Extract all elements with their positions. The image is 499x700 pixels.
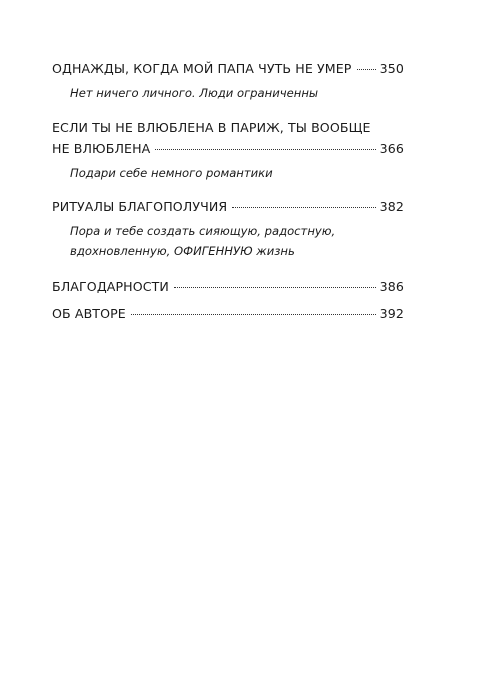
toc-entry[interactable] [52,276,404,297]
toc-entry-title-line-2: НЕ ВЛЮБЛЕНА [52,141,151,156]
table-of-contents [52,58,404,324]
toc-page-number: 386 [379,279,404,294]
toc-entry-title: РИТУАЛЫ БЛАГОПОЛУЧИЯ [52,199,228,214]
toc-entry[interactable] [52,196,404,261]
dot-leader [131,314,376,315]
toc-entry-line [52,58,404,79]
toc-entry-title: ОДНАЖДЫ, КОГДА МОЙ ПАПА ЧУТЬ НЕ УМЕР [52,61,352,76]
toc-entry-subtitle: Подари себе немного романтики [70,166,273,180]
toc-entry-subtitle: Пора и тебе создать сияющую, радостную, вдохновленную, ОФИГЕННУЮ жизнь [70,224,336,258]
dot-leader [357,69,376,70]
toc-page-number: 350 [379,61,404,76]
toc-entry-line [52,117,404,138]
dot-leader [174,287,376,288]
toc-entry-title: ОБ АВТОРЕ [52,306,126,321]
toc-entry-subtitle: Нет ничего личного. Люди ограниченны [70,86,319,100]
toc-entry-line [52,303,404,324]
toc-entry-line [52,138,404,159]
toc-page-number: 392 [379,306,404,321]
dot-leader [232,207,375,208]
toc-page-number: 366 [379,141,404,156]
toc-entry-title-line-1: ЕСЛИ ТЫ НЕ ВЛЮБЛЕНА В ПАРИЖ, ТЫ ВООБЩЕ [52,120,371,135]
toc-entry-title: БЛАГОДАРНОСТИ [52,279,169,294]
toc-entry-line [52,276,404,297]
toc-entry[interactable] [52,58,404,103]
toc-entry[interactable] [52,303,404,324]
toc-entry[interactable] [52,117,404,183]
dot-leader [155,149,375,150]
toc-entry-line [52,196,404,217]
toc-page-number: 382 [379,199,404,214]
